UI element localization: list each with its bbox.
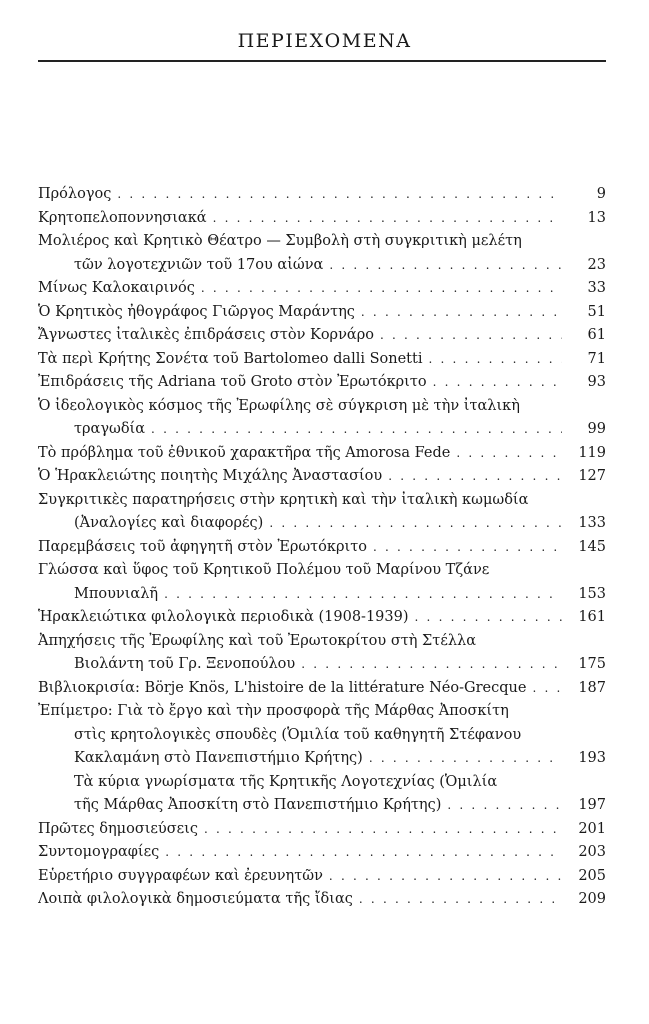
toc-entry-text: Γλώσσα καὶ ὕφος τοῦ Κρητικοῦ Πολέμου τοῦ Μαρίνου Τζάνε: [38, 562, 490, 578]
title-rule: [38, 60, 606, 62]
toc-entry-text: Ὁ Κρητικὸς ἠθογράφος Γιῶργος Μαράντης . . .: [38, 301, 562, 325]
toc-page-number: 33: [584, 277, 606, 301]
toc-page-number: 209: [574, 888, 606, 912]
toc-page-number: 197: [574, 794, 606, 818]
toc-page-number: 187: [574, 677, 606, 701]
toc-entry: [38, 348, 606, 372]
toc-page-number: 145: [574, 536, 606, 560]
toc-entry-text: Ὁ ἰδεολογικὸς κόσμος τῆς Ἐρωφίλης σὲ σύγκριση μὲ τὴν ἰταλικὴ: [38, 397, 520, 414]
toc-entry-text: Ἄγνωστες ἰταλικὲς ἐπιδράσεις στὸν Κορνάρο . . .: [38, 324, 562, 348]
toc-entry-text: Μίνως Καλοκαιρινός . . .: [38, 277, 562, 301]
toc-entry-text: Συγκριτικὲς παρατηρήσεις στὴν κρητικὴ καὶ τὴν ἰταλικὴ κωμωδία: [38, 491, 529, 508]
toc-entry: [38, 559, 606, 606]
toc-entry: [38, 207, 606, 231]
toc-entry-text: (Ἀναλογίες καὶ διαφορές) . . .: [38, 512, 562, 536]
toc-entry-text: Λοιπὰ φιλολογικὰ δημοσιεύματα τῆς ἴδιας . . .: [38, 888, 562, 912]
toc-entry: [38, 606, 606, 630]
toc-entry-text: Μπουνιαλῆ . . .: [38, 583, 562, 607]
toc-entry: [38, 183, 606, 207]
toc-entry-text: τραγωδία . . .: [38, 418, 562, 442]
toc-entry: [38, 230, 606, 277]
toc-entry: [38, 630, 606, 677]
toc-entry-text: Τὸ πρόβλημα τοῦ ἐθνικοῦ χαρακτῆρα τῆς Amorosa Fede . . .: [38, 442, 562, 466]
toc-entry: [38, 465, 606, 489]
toc-entry: [38, 277, 606, 301]
toc-entry-text: Παρεμβάσεις τοῦ ἀφηγητῆ στὸν Ἐρωτόκριτο . . .: [38, 536, 562, 560]
toc-page-number: 51: [584, 301, 606, 325]
toc-page-number: 71: [584, 348, 606, 372]
table-of-contents: [38, 183, 606, 912]
toc-entry: [38, 395, 606, 442]
toc-page-number: 99: [584, 418, 606, 442]
toc-page-number: 161: [574, 606, 606, 630]
toc-entry-text: Ἐπιδράσεις τῆς Adriana τοῦ Groto στὸν Ἐρωτόκριτο . . .: [38, 371, 562, 395]
toc-entry: [38, 442, 606, 466]
toc-entry: [38, 301, 606, 325]
toc-entry-text: Μολιέρος καὶ Κρητικὸ Θέατρο — Συμβολὴ στὴ συγκριτικὴ μελέτη: [38, 233, 522, 249]
toc-entry-text: Τὰ περὶ Κρήτης Σονέτα τοῦ Bartolomeo dalli Sonetti . . .: [38, 348, 562, 372]
toc-page-number: 119: [574, 442, 606, 466]
toc-entry-text: στὶς κρητολογικὲς σπουδὲς (Ὁμιλία τοῦ καθηγητῆ Στέφανου: [74, 726, 522, 743]
toc-entry-text: τῆς Μάρθας Ἀποσκίτη στὸ Πανεπιστήμιο Κρήτης) . . .: [74, 794, 562, 818]
toc-entry: [38, 841, 606, 865]
page-title: ΠΕΡΙΕΧΟΜΕΝΑ: [237, 30, 412, 52]
toc-entry-text: Συντομογραφίες . . .: [38, 841, 562, 865]
toc-entry-text: Ἐπίμετρο: Γιὰ τὸ ἔργο καὶ τὴν προσφορὰ τῆς Μάρθας Ἀποσκίτη: [38, 703, 509, 719]
toc-entry-text: Κακλαμάνη στὸ Πανεπιστήμιο Κρήτης) . . .: [38, 747, 562, 771]
toc-entry: [38, 324, 606, 348]
toc-page-number: 13: [584, 207, 606, 231]
toc-page-number: 127: [574, 465, 606, 489]
toc-page-number: 193: [574, 747, 606, 771]
toc-entry-text: Βιολάντη τοῦ Γρ. Ξενοπούλου . . .: [38, 653, 562, 677]
toc-entry: [38, 536, 606, 560]
toc-entry: [38, 371, 606, 395]
toc-entry-text: Ὁ Ἡρακλειώτης ποιητὴς Μιχάλης Ἀναστασίου . . .: [38, 465, 562, 489]
toc-entry-text: Τὰ κύρια γνωρίσματα τῆς Κρητικῆς Λογοτεχνίας (Ὁμιλία: [74, 773, 498, 790]
toc-page-number: 205: [574, 865, 606, 889]
toc-entry-text: Πρόλογος . . .: [38, 183, 562, 207]
toc-entry-text: Βιβλιοκρισία: Börje Knös, L'histoire de la littérature Néo-Grecque . . .: [38, 677, 562, 701]
toc-entry: [38, 818, 606, 842]
toc-entry-text: Ἡρακλειώτικα φιλολογικὰ περιοδικὰ (1908-1939) . . .: [38, 606, 562, 630]
toc-entry-text: Πρῶτες δημοσιεύσεις . . .: [38, 818, 562, 842]
toc-entry-text: τῶν λογοτεχνιῶν τοῦ 17ου αἰώνα . . .: [38, 254, 562, 278]
toc-page-number: 153: [574, 583, 606, 607]
toc-entry: [38, 865, 606, 889]
toc-entry: [38, 771, 606, 818]
toc-entry: [38, 677, 606, 701]
toc-entry: [38, 489, 606, 536]
toc-page-number: 93: [584, 371, 606, 395]
toc-page-number: 9: [593, 183, 606, 207]
toc-page-number: 175: [574, 653, 606, 677]
toc-page-number: 203: [574, 841, 606, 865]
toc-entry-text: Ἀπηχήσεις τῆς Ἐρωφίλης καὶ τοῦ Ἐρωτοκρίτου στὴ Στέλλα: [38, 632, 477, 649]
toc-entry-text: Κρητοπελοποννησιακά . . .: [38, 207, 562, 231]
toc-page-number: 23: [584, 254, 606, 278]
toc-entry-text: Εὑρετήριο συγγραφέων καὶ ἐρευνητῶν . . .: [38, 865, 562, 889]
toc-entry: [38, 888, 606, 912]
toc-entry: [38, 700, 606, 771]
toc-page-number: 133: [574, 512, 606, 536]
toc-page-number: 201: [574, 818, 606, 842]
toc-page-number: 61: [584, 324, 606, 348]
